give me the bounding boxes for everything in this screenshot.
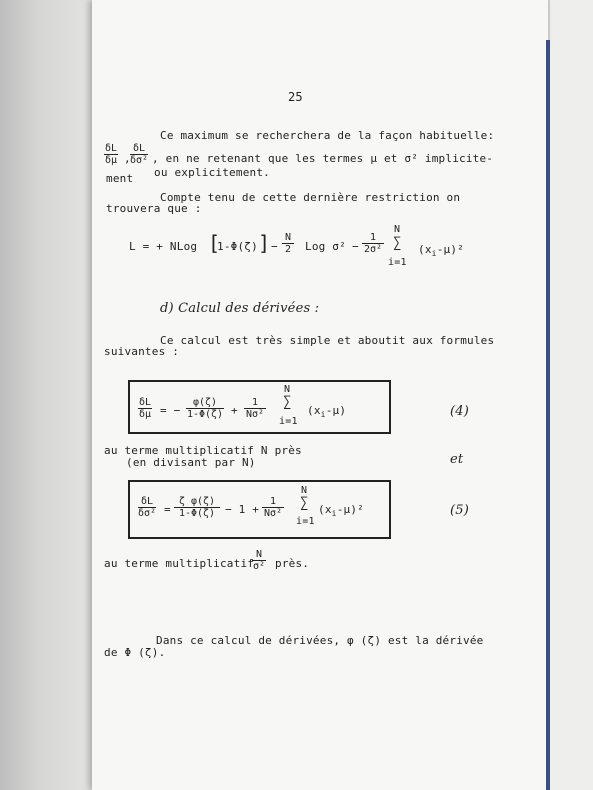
sum-lower-limit: i=1 bbox=[296, 516, 315, 527]
sum-term-open: (x bbox=[318, 503, 332, 516]
fraction-denominator: σ² bbox=[252, 561, 266, 572]
equals-sign: = bbox=[164, 503, 171, 516]
minus-one-plus: − 1 + bbox=[225, 503, 260, 516]
background-right bbox=[550, 0, 593, 790]
fraction-N-sigma2 bbox=[252, 549, 266, 572]
fraction-1-2sigma2 bbox=[362, 232, 384, 255]
bracket-close: ] bbox=[258, 231, 271, 255]
et-word: et bbox=[450, 452, 464, 467]
fraction-numerator: δL bbox=[105, 143, 118, 154]
sum-icon: ∑ bbox=[393, 235, 402, 251]
sum-term bbox=[307, 404, 346, 419]
eq-lhs: L = + NLog bbox=[129, 240, 198, 253]
fraction-N-2 bbox=[282, 232, 294, 255]
sum-term-close: -μ)² bbox=[436, 243, 464, 256]
minus-sign: − bbox=[271, 240, 278, 253]
sum-icon: ∑ bbox=[283, 394, 292, 410]
sum-lower-limit: i=1 bbox=[279, 416, 298, 427]
paragraph-text: suivantes : bbox=[104, 345, 180, 358]
fraction-phi bbox=[186, 397, 224, 420]
paragraph-text: (en divisant par N) bbox=[126, 456, 256, 469]
fraction-denominator: 2 bbox=[284, 244, 292, 255]
comma: , bbox=[124, 152, 131, 165]
paragraph-text: Dans ce calcul de dérivées, φ (ζ) est la dérivée bbox=[156, 634, 484, 647]
fraction-1-Nsigma2 bbox=[244, 397, 266, 420]
sum-term-close: -μ) bbox=[325, 404, 347, 417]
bracket-inner: 1-Φ(ζ) bbox=[217, 240, 258, 253]
sum-term-close: -μ)² bbox=[336, 503, 364, 516]
fraction-numerator: N bbox=[252, 549, 266, 561]
fraction-numerator: N bbox=[282, 232, 294, 244]
fraction-numerator: 1 bbox=[262, 496, 284, 508]
subscript-i: i bbox=[331, 509, 337, 519]
fraction-dL-dsigma2 bbox=[138, 496, 156, 519]
fraction-denominator: Nσ² bbox=[245, 409, 265, 420]
fraction-zeta-phi bbox=[174, 496, 220, 519]
sum-upper-limit: N bbox=[394, 224, 401, 235]
equation-number: (4) bbox=[450, 404, 470, 419]
equation-number: (5) bbox=[450, 503, 470, 518]
paragraph-text: Ce maximum se recherchera de la façon habituelle: bbox=[160, 129, 495, 142]
sum-term bbox=[418, 243, 464, 258]
fraction-numerator: δL bbox=[130, 143, 148, 155]
paragraph-text: trouvera que : bbox=[106, 202, 202, 215]
section-title: d) Calcul des dérivées : bbox=[160, 301, 320, 316]
paragraph-text: près. bbox=[275, 557, 310, 570]
sum-upper-limit: N bbox=[301, 485, 308, 496]
fraction-denominator: 2σ² bbox=[363, 244, 383, 255]
plus-sign: + bbox=[231, 404, 238, 417]
subscript-i: i bbox=[320, 410, 326, 420]
fraction-dL-dmu bbox=[104, 143, 118, 166]
fraction-1-Nsigma2 bbox=[262, 496, 284, 519]
fraction-dL-dsigma2 bbox=[130, 143, 148, 166]
paragraph-text: Compte tenu de cette dernière restriction on bbox=[160, 191, 461, 204]
equals-minus: = − bbox=[160, 404, 181, 417]
sum-upper-limit: N bbox=[284, 384, 291, 395]
minus-sign: − bbox=[352, 240, 359, 253]
fraction-numerator: δL bbox=[139, 397, 152, 408]
paragraph-text: ou explicitement. bbox=[154, 166, 270, 179]
sum-lower-limit: i=1 bbox=[388, 257, 407, 268]
paragraph-text: au terme multiplicatif bbox=[104, 557, 255, 570]
fraction-denominator: 1-Φ(ζ) bbox=[178, 508, 216, 519]
paragraph-text: Ce calcul est très simple et aboutit aux formules bbox=[160, 334, 495, 347]
fraction-denominator: δμ bbox=[105, 155, 118, 166]
fraction-numerator: 1 bbox=[244, 397, 266, 409]
fraction-numerator: δL bbox=[138, 496, 156, 508]
fraction-denominator: Nσ² bbox=[263, 508, 283, 519]
sum-term bbox=[318, 503, 364, 518]
fraction-numerator: 1 bbox=[362, 232, 384, 244]
paragraph-text: , en ne retenant que les termes μ et σ² implicite- bbox=[152, 152, 494, 165]
fraction-dL-dmu bbox=[138, 397, 152, 420]
facing-page-edge bbox=[0, 0, 100, 790]
paragraph-text: ment bbox=[106, 172, 134, 185]
fraction-denominator: δμ bbox=[139, 409, 152, 420]
fraction-numerator: ζ φ(ζ) bbox=[174, 496, 220, 508]
bracket-open: [ bbox=[208, 231, 221, 255]
log-term: Log σ² bbox=[305, 240, 346, 253]
sum-icon: ∑ bbox=[300, 495, 309, 511]
fraction-denominator: δσ² bbox=[138, 508, 157, 519]
sum-term-open: (x bbox=[418, 243, 432, 256]
fraction-denominator: 1-Φ(ζ) bbox=[186, 409, 224, 420]
paragraph-text: de Φ (ζ). bbox=[104, 646, 166, 659]
book-spine bbox=[546, 40, 550, 790]
subscript-i: i bbox=[431, 249, 437, 259]
fraction-denominator: δσ² bbox=[130, 155, 149, 166]
sum-term-open: (x bbox=[307, 404, 321, 417]
page-number: 25 bbox=[288, 90, 303, 104]
fraction-numerator: φ(ζ) bbox=[186, 397, 224, 409]
paragraph-text: au terme multiplicatif N près bbox=[104, 444, 302, 457]
